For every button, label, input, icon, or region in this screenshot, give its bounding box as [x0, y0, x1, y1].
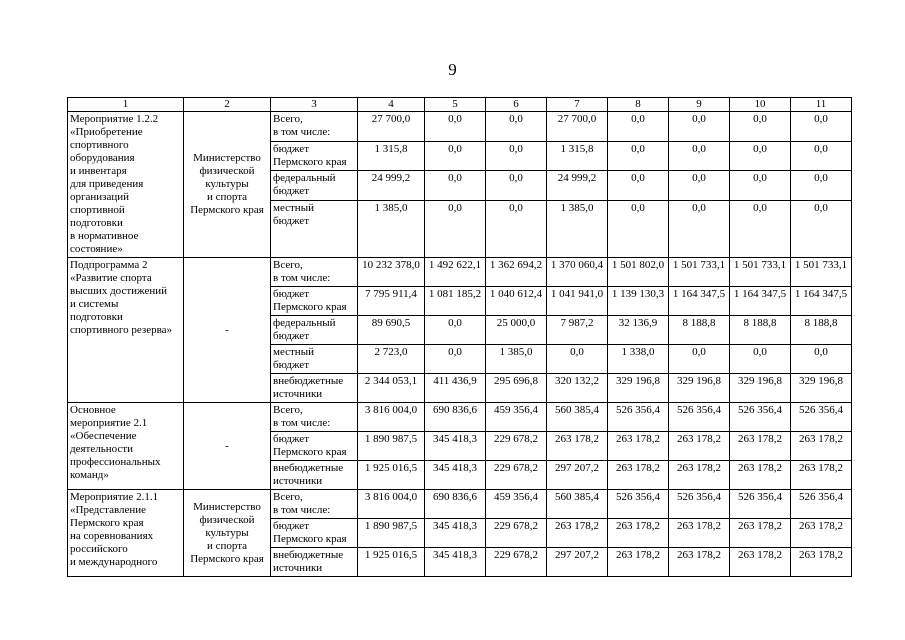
- amount-cell: 1 385,0: [358, 200, 425, 257]
- amount-cell: 263 178,2: [608, 548, 669, 577]
- amount-cell: 263 178,2: [730, 548, 791, 577]
- text-line: оборудования: [70, 152, 135, 164]
- header-cell: 1: [68, 98, 184, 112]
- amount-cell: 0,0: [791, 112, 852, 142]
- text-line: Пермского края: [273, 533, 347, 545]
- header-cell: 3: [271, 98, 358, 112]
- amount-cell: 0,0: [608, 141, 669, 171]
- text-line: «Обеспечение: [70, 430, 137, 442]
- text-line: подготовки: [70, 311, 123, 323]
- event-name-cell: [68, 490, 184, 577]
- amount-cell: 263 178,2: [669, 432, 730, 461]
- text-line: Пермского края: [190, 552, 264, 565]
- table-row: [68, 490, 852, 519]
- amount-cell: 1 385,0: [547, 200, 608, 257]
- amount-cell: 1 925 016,5: [358, 548, 425, 577]
- text-line: в том числе:: [273, 417, 331, 429]
- text-line: профессиональных: [70, 456, 161, 468]
- funding-source-cell: [271, 490, 358, 519]
- amount-cell: 25 000,0: [486, 316, 547, 345]
- text-line: Пермского края: [190, 204, 264, 216]
- amount-cell: 0,0: [730, 200, 791, 257]
- amount-cell: 0,0: [608, 200, 669, 257]
- funding-source-cell: [271, 519, 358, 548]
- amount-cell: 526 356,4: [730, 490, 791, 519]
- amount-cell: 1 370 060,4: [547, 258, 608, 287]
- funding-source-cell: [271, 287, 358, 316]
- header-cell: 5: [425, 98, 486, 112]
- amount-cell: 1 164 347,5: [669, 287, 730, 316]
- amount-cell: 1 501 733,1: [791, 258, 852, 287]
- amount-cell: 1 501 733,1: [730, 258, 791, 287]
- text-line: и спорта: [206, 539, 248, 552]
- text-line: источники: [273, 475, 323, 487]
- table-row: [68, 258, 852, 287]
- funding-source-cell: [271, 112, 358, 142]
- amount-cell: 297 207,2: [547, 461, 608, 490]
- amount-cell: 0,0: [791, 171, 852, 201]
- text-line: Подпрограмма 2: [70, 259, 148, 271]
- amount-cell: 0,0: [669, 112, 730, 142]
- amount-cell: 27 700,0: [547, 112, 608, 142]
- amount-cell: 295 696,8: [486, 374, 547, 403]
- amount-cell: 329 196,8: [791, 374, 852, 403]
- text-line: Пермского края: [70, 517, 144, 529]
- amount-cell: 1 385,0: [486, 345, 547, 374]
- amount-cell: 0,0: [669, 141, 730, 171]
- amount-cell: 3 816 004,0: [358, 403, 425, 432]
- amount-cell: 1 501 733,1: [669, 258, 730, 287]
- amount-cell: 1 041 941,0: [547, 287, 608, 316]
- header-cell: 7: [547, 98, 608, 112]
- amount-cell: 263 178,2: [791, 461, 852, 490]
- text-line: бюджет: [273, 520, 309, 532]
- text-line: в нормативное: [70, 230, 139, 242]
- amount-cell: 0,0: [425, 141, 486, 171]
- amount-cell: 1 890 987,5: [358, 519, 425, 548]
- text-line: Всего,: [273, 113, 303, 125]
- amount-cell: 24 999,2: [358, 171, 425, 201]
- text-line: «Развитие спорта: [70, 272, 152, 284]
- text-line: российского: [70, 543, 128, 555]
- amount-cell: 0,0: [486, 200, 547, 257]
- header-cell: 8: [608, 98, 669, 112]
- amount-cell: 0,0: [730, 112, 791, 142]
- amount-cell: 0,0: [730, 345, 791, 374]
- funding-source-cell: [271, 374, 358, 403]
- executor-cell: [184, 403, 271, 490]
- amount-cell: 1 492 622,1: [425, 258, 486, 287]
- text-line: бюджет: [273, 288, 309, 300]
- text-line: Всего,: [273, 259, 303, 271]
- amount-cell: 1 040 612,4: [486, 287, 547, 316]
- executor-cell: [184, 258, 271, 403]
- amount-cell: 690 836,6: [425, 490, 486, 519]
- amount-cell: 411 436,9: [425, 374, 486, 403]
- amount-cell: 0,0: [669, 171, 730, 201]
- text-line: Основное: [70, 404, 116, 416]
- amount-cell: 1 362 694,2: [486, 258, 547, 287]
- text-line: Министерство: [193, 152, 261, 164]
- text-line: бюджет: [273, 330, 309, 342]
- text-line: бюджет: [273, 185, 309, 198]
- amount-cell: 263 178,2: [608, 519, 669, 548]
- amount-cell: 8 188,8: [669, 316, 730, 345]
- amount-cell: 1 139 130,3: [608, 287, 669, 316]
- amount-cell: 329 196,8: [669, 374, 730, 403]
- text-line: местный: [273, 346, 314, 358]
- amount-cell: 526 356,4: [669, 403, 730, 432]
- amount-cell: 526 356,4: [608, 403, 669, 432]
- table-row: [68, 403, 852, 432]
- text-line: и инвентаря: [70, 165, 127, 177]
- amount-cell: 0,0: [425, 345, 486, 374]
- page-number: 9: [448, 60, 457, 79]
- amount-cell: 263 178,2: [791, 432, 852, 461]
- text-line: в том числе:: [273, 272, 331, 284]
- amount-cell: 1 925 016,5: [358, 461, 425, 490]
- text-line: деятельности: [70, 443, 133, 455]
- amount-cell: 0,0: [425, 112, 486, 142]
- amount-cell: 0,0: [608, 112, 669, 142]
- funding-source-cell: [271, 200, 358, 257]
- amount-cell: 1 164 347,5: [730, 287, 791, 316]
- funding-source-cell: [271, 141, 358, 171]
- header-row: [68, 98, 852, 112]
- amount-cell: 24 999,2: [547, 171, 608, 201]
- funding-source-cell: [271, 403, 358, 432]
- amount-cell: 263 178,2: [730, 519, 791, 548]
- amount-cell: 0,0: [730, 141, 791, 171]
- amount-cell: 2 344 053,1: [358, 374, 425, 403]
- text-line: подготовки: [70, 217, 123, 229]
- text-line: -: [225, 323, 229, 336]
- executor-cell: [184, 112, 271, 258]
- header-cell: 4: [358, 98, 425, 112]
- amount-cell: 1 164 347,5: [791, 287, 852, 316]
- amount-cell: 345 418,3: [425, 432, 486, 461]
- amount-cell: 263 178,2: [791, 519, 852, 548]
- funding-source-cell: [271, 461, 358, 490]
- text-line: культуры: [205, 526, 249, 539]
- amount-cell: 0,0: [486, 112, 547, 142]
- amount-cell: 329 196,8: [730, 374, 791, 403]
- funding-source-cell: [271, 171, 358, 201]
- amount-cell: 526 356,4: [669, 490, 730, 519]
- text-line: внебюджетные: [273, 549, 344, 561]
- text-line: внебюджетные: [273, 375, 344, 387]
- amount-cell: 229 678,2: [486, 519, 547, 548]
- text-line: «Представление: [70, 504, 147, 516]
- text-line: Всего,: [273, 491, 303, 503]
- text-line: для приведения: [70, 178, 144, 190]
- text-line: физической: [199, 165, 255, 177]
- amount-cell: 263 178,2: [547, 432, 608, 461]
- text-line: Пермского края: [273, 446, 347, 458]
- amount-cell: 560 385,4: [547, 403, 608, 432]
- amount-cell: 0,0: [791, 345, 852, 374]
- text-line: спортивного резерва»: [70, 324, 173, 336]
- amount-cell: 345 418,3: [425, 519, 486, 548]
- amount-cell: 526 356,4: [791, 403, 852, 432]
- text-line: спортивного: [70, 139, 129, 151]
- event-name-cell: [68, 112, 184, 258]
- text-line: команд»: [70, 469, 109, 481]
- amount-cell: 1 890 987,5: [358, 432, 425, 461]
- text-line: спортивной: [70, 204, 125, 216]
- amount-cell: 2 723,0: [358, 345, 425, 374]
- amount-cell: 459 356,4: [486, 403, 547, 432]
- amount-cell: 0,0: [669, 345, 730, 374]
- header-cell: 9: [669, 98, 730, 112]
- amount-cell: 0,0: [547, 345, 608, 374]
- amount-cell: 526 356,4: [791, 490, 852, 519]
- text-line: федеральный: [273, 172, 336, 185]
- text-line: мероприятие 2.1: [70, 417, 148, 429]
- table-row: [68, 112, 852, 142]
- amount-cell: 329 196,8: [608, 374, 669, 403]
- amount-cell: 263 178,2: [730, 432, 791, 461]
- amount-cell: 1 081 185,2: [425, 287, 486, 316]
- amount-cell: 320 132,2: [547, 374, 608, 403]
- amount-cell: 32 136,9: [608, 316, 669, 345]
- amount-cell: 263 178,2: [669, 519, 730, 548]
- amount-cell: 263 178,2: [791, 548, 852, 577]
- event-name-cell: [68, 258, 184, 403]
- amount-cell: 0,0: [486, 141, 547, 171]
- text-line: в том числе:: [273, 126, 331, 138]
- amount-cell: 89 690,5: [358, 316, 425, 345]
- text-line: бюджет: [273, 142, 309, 155]
- event-name-cell: [68, 403, 184, 490]
- amount-cell: 263 178,2: [547, 519, 608, 548]
- text-line: источники: [273, 388, 323, 400]
- text-line: Пермского края: [273, 301, 347, 313]
- text-line: состояние»: [70, 243, 123, 255]
- amount-cell: 27 700,0: [358, 112, 425, 142]
- text-line: и системы: [70, 298, 119, 310]
- amount-cell: 263 178,2: [608, 461, 669, 490]
- amount-cell: 0,0: [791, 141, 852, 171]
- amount-cell: 7 795 911,4: [358, 287, 425, 316]
- amount-cell: 1 501 802,0: [608, 258, 669, 287]
- text-line: Мероприятие 2.1.1: [70, 491, 159, 503]
- amount-cell: 0,0: [425, 200, 486, 257]
- funding-source-cell: [271, 316, 358, 345]
- text-line: бюджет: [273, 359, 309, 371]
- amount-cell: 560 385,4: [547, 490, 608, 519]
- text-line: бюджет: [273, 433, 309, 445]
- text-line: высших достижений: [70, 285, 168, 297]
- header-cell: 11: [791, 98, 852, 112]
- amount-cell: 8 188,8: [791, 316, 852, 345]
- header-cell: 2: [184, 98, 271, 112]
- text-line: -: [225, 439, 229, 452]
- text-line: культуры: [205, 178, 249, 190]
- header-cell: 6: [486, 98, 547, 112]
- text-line: источники: [273, 562, 323, 574]
- funding-source-cell: [271, 258, 358, 287]
- text-line: организаций: [70, 191, 130, 203]
- amount-cell: 345 418,3: [425, 548, 486, 577]
- amount-cell: 229 678,2: [486, 548, 547, 577]
- text-line: местный: [273, 201, 314, 214]
- amount-cell: 0,0: [669, 200, 730, 257]
- amount-cell: 690 836,6: [425, 403, 486, 432]
- amount-cell: 0,0: [608, 171, 669, 201]
- amount-cell: 263 178,2: [608, 432, 669, 461]
- text-line: на соревнованиях: [70, 530, 154, 542]
- budget-table: [67, 97, 852, 577]
- text-line: и международного: [70, 556, 158, 568]
- amount-cell: 0,0: [730, 171, 791, 201]
- text-line: и спорта: [206, 191, 248, 203]
- amount-cell: 10 232 378,0: [358, 258, 425, 287]
- amount-cell: 263 178,2: [730, 461, 791, 490]
- text-line: в том числе:: [273, 504, 331, 516]
- amount-cell: 297 207,2: [547, 548, 608, 577]
- text-line: Пермского края: [273, 155, 347, 168]
- amount-cell: 0,0: [425, 171, 486, 201]
- amount-cell: 229 678,2: [486, 461, 547, 490]
- text-line: Всего,: [273, 404, 303, 416]
- amount-cell: 0,0: [486, 171, 547, 201]
- amount-cell: 3 816 004,0: [358, 490, 425, 519]
- text-line: Министерство: [193, 500, 261, 513]
- amount-cell: 8 188,8: [730, 316, 791, 345]
- funding-source-cell: [271, 432, 358, 461]
- amount-cell: 7 987,2: [547, 316, 608, 345]
- amount-cell: 1 338,0: [608, 345, 669, 374]
- amount-cell: 263 178,2: [669, 548, 730, 577]
- amount-cell: 345 418,3: [425, 461, 486, 490]
- executor-cell: [184, 490, 271, 577]
- text-line: внебюджетные: [273, 462, 344, 474]
- amount-cell: 1 315,8: [547, 141, 608, 171]
- header-cell: 10: [730, 98, 791, 112]
- amount-cell: 0,0: [791, 200, 852, 257]
- funding-source-cell: [271, 548, 358, 577]
- amount-cell: 459 356,4: [486, 490, 547, 519]
- text-line: Мероприятие 1.2.2: [70, 113, 159, 125]
- text-line: бюджет: [273, 214, 309, 227]
- amount-cell: 526 356,4: [730, 403, 791, 432]
- amount-cell: 1 315,8: [358, 141, 425, 171]
- text-line: федеральный: [273, 317, 336, 329]
- amount-cell: 526 356,4: [608, 490, 669, 519]
- text-line: физической: [199, 513, 255, 526]
- amount-cell: 229 678,2: [486, 432, 547, 461]
- amount-cell: 263 178,2: [669, 461, 730, 490]
- text-line: «Приобретение: [70, 126, 143, 138]
- funding-source-cell: [271, 345, 358, 374]
- amount-cell: 0,0: [425, 316, 486, 345]
